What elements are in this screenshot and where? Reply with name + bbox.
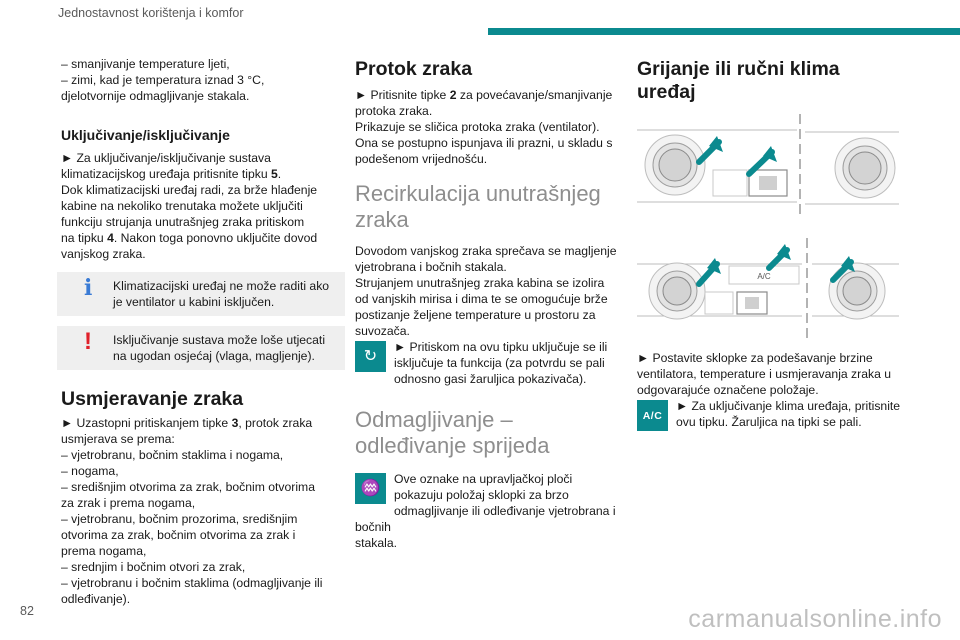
text-line: otvorima za zrak, bočnim otvorima za zrak i — [61, 528, 296, 542]
header-title: Jednostavnost korištenja i komfor — [58, 6, 244, 20]
text-line: pokazuju položaj sklopki za brzo — [394, 488, 569, 502]
distribution-heading: Usmjeravanje zraka — [61, 388, 244, 410]
text-line: odleđivanje). — [61, 592, 131, 606]
column-left — [61, 56, 345, 607]
recirculation-text — [355, 243, 620, 339]
warning-note — [57, 326, 345, 370]
text-line: Strujanjem unutrašnjeg zraka kabina se izolira — [355, 276, 605, 290]
text-line: ► Za uključivanje/isključivanje sustava — [61, 151, 271, 165]
text-line: ► Postavite sklopke za podešavanje brzine — [637, 351, 873, 365]
text-line: odgovarajuće označene položaje. — [637, 383, 819, 397]
text-line: protoka zraka. — [355, 104, 433, 118]
airflow-text — [355, 87, 620, 167]
text-line: Ona se postupno ispunjava ili prazni, u skladu s — [355, 136, 613, 150]
text-line: stakala. — [355, 536, 398, 550]
windscreen-defrost-icon: ♒ — [355, 473, 386, 504]
text-line: Klimatizacijski uređaj ne može raditi ako — [113, 279, 330, 293]
page-number: 82 — [20, 604, 34, 618]
watermark: carmanualsonline.info — [688, 605, 942, 633]
text-line: Dok klimatizacijski uređaj radi, za brže hlađenje — [61, 183, 318, 197]
text-line: ventilatora, temperature i usmjeravanja zraka u — [637, 367, 892, 381]
text-line: odnosno gasi žaruljica pokazivača). — [394, 372, 587, 386]
text-line: ovu tipku. Žaruljica na tipki se pali. — [676, 415, 862, 429]
text-line: ► Pritiskom na ovu tipku uključuje se ili — [394, 340, 608, 354]
text-line: ► Pritisnite tipke 2 za povećavanje/smanjivanje — [355, 88, 613, 102]
panel-ac-label: A/C — [757, 272, 771, 281]
control-panel-illustration-top — [637, 112, 907, 222]
onoff-text — [61, 150, 345, 262]
text-line: – vjetrobranu i bočnim staklima (odmagljivanje ili — [61, 576, 323, 590]
ac-icon: A/C — [637, 400, 668, 431]
manual-ac-heading: Grijanje ili ručni klima uređaj — [637, 58, 840, 103]
text-line: vjetrobrana i bočnih stakala. — [355, 260, 507, 274]
recirculation-button-text — [355, 339, 620, 387]
text-line: – središnjim otvorima za zrak, bočnim otvorima — [61, 480, 315, 494]
text-line: postizanje željene temperature u prostoru za — [355, 308, 596, 322]
text-line: je ventilator u kabini isključen. — [113, 295, 275, 309]
text-line: ► Uzastopni pritiskanjem tipke 3, protok zraka — [61, 416, 313, 430]
text-line: – zimi, kad je temperatura iznad 3 °C, — [61, 73, 265, 87]
text-line: suvozača. — [355, 324, 410, 338]
warning-icon: ! — [84, 328, 92, 355]
info-note — [57, 272, 345, 316]
settings-text — [637, 350, 907, 398]
text-line: – vjetrobranu, bočnim prozorima, središnjim — [61, 512, 298, 526]
text-line: kabine na nekoliko trenutaka možete uključiti — [61, 199, 303, 213]
text-line: podešenom vrijednošću. — [355, 152, 488, 166]
column-middle — [355, 56, 620, 551]
recirculation-heading: Recirkulacija unutrašnjeg zraka — [355, 181, 601, 232]
recirculation-icon: ↻ — [355, 341, 386, 372]
column-right-lower — [637, 350, 907, 433]
text-line: na tipku 4. Nakon toga ponovno uključite dovod — [61, 231, 318, 245]
text-line: na ugodan osjećaj (vlaga, magljenje). — [113, 349, 315, 363]
ac-button-text — [637, 398, 907, 430]
text-line: – nogama, — [61, 464, 119, 478]
distribution-text — [61, 415, 345, 607]
defrost-text — [355, 471, 620, 551]
text-line: Dovodom vanjskog zraka sprečava se magljenje — [355, 244, 617, 258]
text-line: funkciju strujanja unutrašnjeg zraka pritiskom — [61, 215, 305, 229]
text-line: odmagljivanje ili odleđivanje vjetrobrana i bočnih — [355, 504, 616, 534]
text-line: ► Za uključivanje klima uređaja, pritisnite — [676, 399, 901, 413]
text-line: za zrak i prema nogama, — [61, 496, 196, 510]
intro-text — [61, 56, 345, 104]
text-line: prema nogama, — [61, 544, 147, 558]
control-panel-illustration-bottom — [637, 236, 907, 346]
column-right — [637, 56, 907, 104]
text-line: Prikazuje se sličica protoka zraka (ventilator). — [355, 120, 600, 134]
text-line: vanjskog zraka. — [61, 247, 146, 261]
header-accent-bar — [488, 28, 960, 35]
text-line: klimatizacijskog uređaja pritisnite tipku 5. — [61, 167, 282, 181]
text-line: Ove oznake na upravljačkoj ploči — [394, 472, 573, 486]
airflow-heading: Protok zraka — [355, 58, 473, 80]
info-icon: i — [84, 275, 93, 301]
text-line: – vjetrobranu, bočnim staklima i nogama, — [61, 448, 284, 462]
text-line: – srednjim i bočnim otvori za zrak, — [61, 560, 246, 574]
text-line: djelotvornije odmagljivanje stakala. — [61, 89, 250, 103]
onoff-heading: Uključivanje/isključivanje — [61, 127, 230, 143]
text-line: od vanjskih mirisa i dima te se omogućuje brže — [355, 292, 608, 306]
defrost-heading: Odmagljivanje – odleđivanje sprijeda — [355, 407, 550, 458]
text-line: – smanjivanje temperature ljeti, — [61, 57, 230, 71]
text-line: isključuje ta funkcija (za potvrdu se pali — [394, 356, 605, 370]
text-line: Isključivanje sustava može loše utjecati — [113, 333, 326, 347]
text-line: usmjerava se prema: — [61, 432, 175, 446]
